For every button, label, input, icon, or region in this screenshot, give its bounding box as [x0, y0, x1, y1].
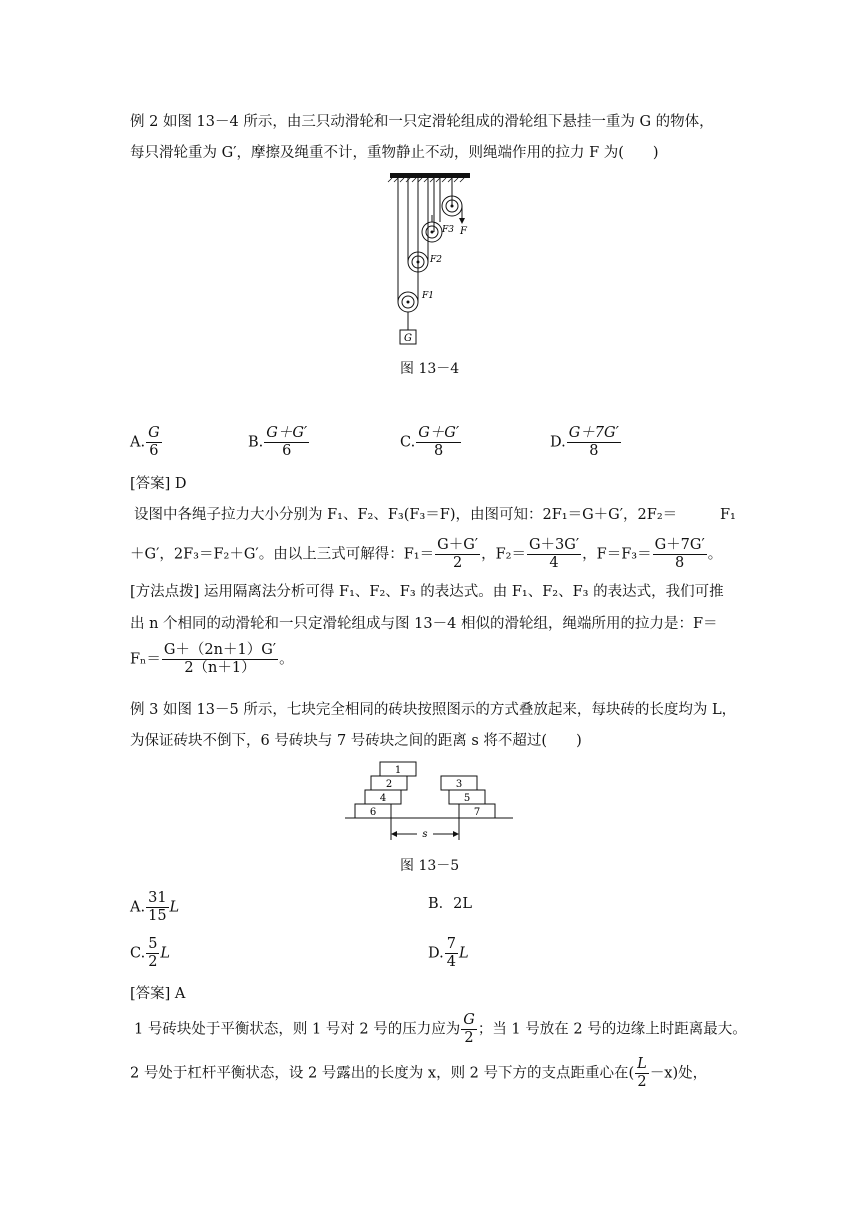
brick-label-2: 2 — [385, 779, 393, 790]
ex2-tip-line-2: 出 n 个相同的动滑轮和一只定滑轮组成与图 13－4 相似的滑轮组，绳端所用的拉力是：F＝ — [130, 616, 718, 632]
ex2-tip-line-1: [方法点拨] 运用隔离法分析可得 F₁、F₂、F₃ 的表达式。由 F₁、F₂、F₃ 的表达式，我们可推 — [130, 584, 724, 600]
brick-label-4: 4 — [379, 793, 387, 804]
ex2-option-a: A. $\frac{G}{6}$ — [130, 425, 160, 459]
ex2-answer: [答案] D — [130, 476, 187, 492]
label-G: G — [404, 333, 412, 344]
figure-13-4-caption: 图 13－4 — [400, 361, 460, 377]
ex3-solution-line-1: 1 号砖块处于平衡状态，则 1 号对 2 号的压力应为 $\frac{G}{2}$ ；当 1 号放在 2 号的边缘上时距离最大。 — [134, 1012, 747, 1046]
bricks-figure — [345, 758, 520, 842]
label-F1: F1 — [422, 291, 434, 301]
label-F2: F2 — [430, 255, 442, 265]
ex3-option-a: A. $\frac{31}{15}$ L — [130, 890, 180, 924]
brick-label-5: 5 — [463, 793, 471, 804]
distance-label-s: s — [422, 829, 428, 840]
ex3-option-c: C. $\frac{5}{2}$ L — [130, 936, 171, 970]
ex3-question-line-2: 为保证砖块不倒下，6 号砖块与 7 号砖块之间的距离 s 将不超过( ) — [130, 733, 582, 749]
ex2-solution-line-2: ＋G′，2F₃＝F₂＋G′。由以上三式可解得：F₁＝ $\frac{G+G'}{2}$ ，F₂＝ $\frac{G+3G'}{4}$ ，F＝F₃＝ $\frac{G+7G'}{8}$ 。 — [130, 537, 723, 571]
ex3-answer: [答案] A — [130, 986, 186, 1002]
label-F3: F3 — [442, 225, 454, 235]
brick-label-6: 6 — [369, 807, 377, 818]
pulley-figure — [380, 170, 490, 350]
ex2-tip-line-3: Fₙ＝ $\frac{G+(2n+1)G'}{2(n+1)}$ 。 — [130, 642, 294, 676]
ex3-option-b: B．2L — [428, 896, 473, 912]
brick-label-1: 1 — [394, 765, 402, 776]
label-F: F — [460, 226, 467, 237]
ex2-solution-line-1: 设图中各绳子拉力大小分别为 F₁、F₂、F₃(F₃＝F)，由图可知：2F₁＝G＋G′，2F₂＝ — [134, 507, 678, 523]
ex2-option-c: C. $\frac{G+G'}{8}$ — [400, 425, 460, 459]
brick-label-3: 3 — [455, 779, 463, 790]
ex3-solution-line-2: 2 号处于杠杆平衡状态，设 2 号露出的长度为 x，则 2 号下方的支点距重心在( $\frac{L}{2}$ －x)处， — [130, 1056, 708, 1090]
ex2-option-b: B. $\frac{G+G'}{6}$ — [248, 425, 308, 459]
ex2-question-line-2: 每只滑轮重为 G′，摩擦及绳重不计，重物静止不动，则绳端作用的拉力 F 为( ) — [130, 145, 659, 161]
ex2-solution-line-1-end: F₁ — [720, 507, 736, 523]
figure-13-5-caption: 图 13－5 — [400, 858, 460, 874]
ex3-option-d: D. $\frac{7}{4}$ L — [428, 936, 469, 970]
ex3-question-line-1: 例 3 如图 13－5 所示，七块完全相同的砖块按照图示的方式叠放起来，每块砖的长度均为 L， — [130, 702, 737, 718]
brick-label-7: 7 — [473, 807, 481, 818]
ex2-question-line-1: 例 2 如图 13－4 所示，由三只动滑轮和一只定滑轮组成的滑轮组下悬挂一重为 G 的物体， — [130, 114, 714, 130]
ex2-option-d: D. $\frac{G+7G'}{8}$ — [550, 425, 619, 459]
